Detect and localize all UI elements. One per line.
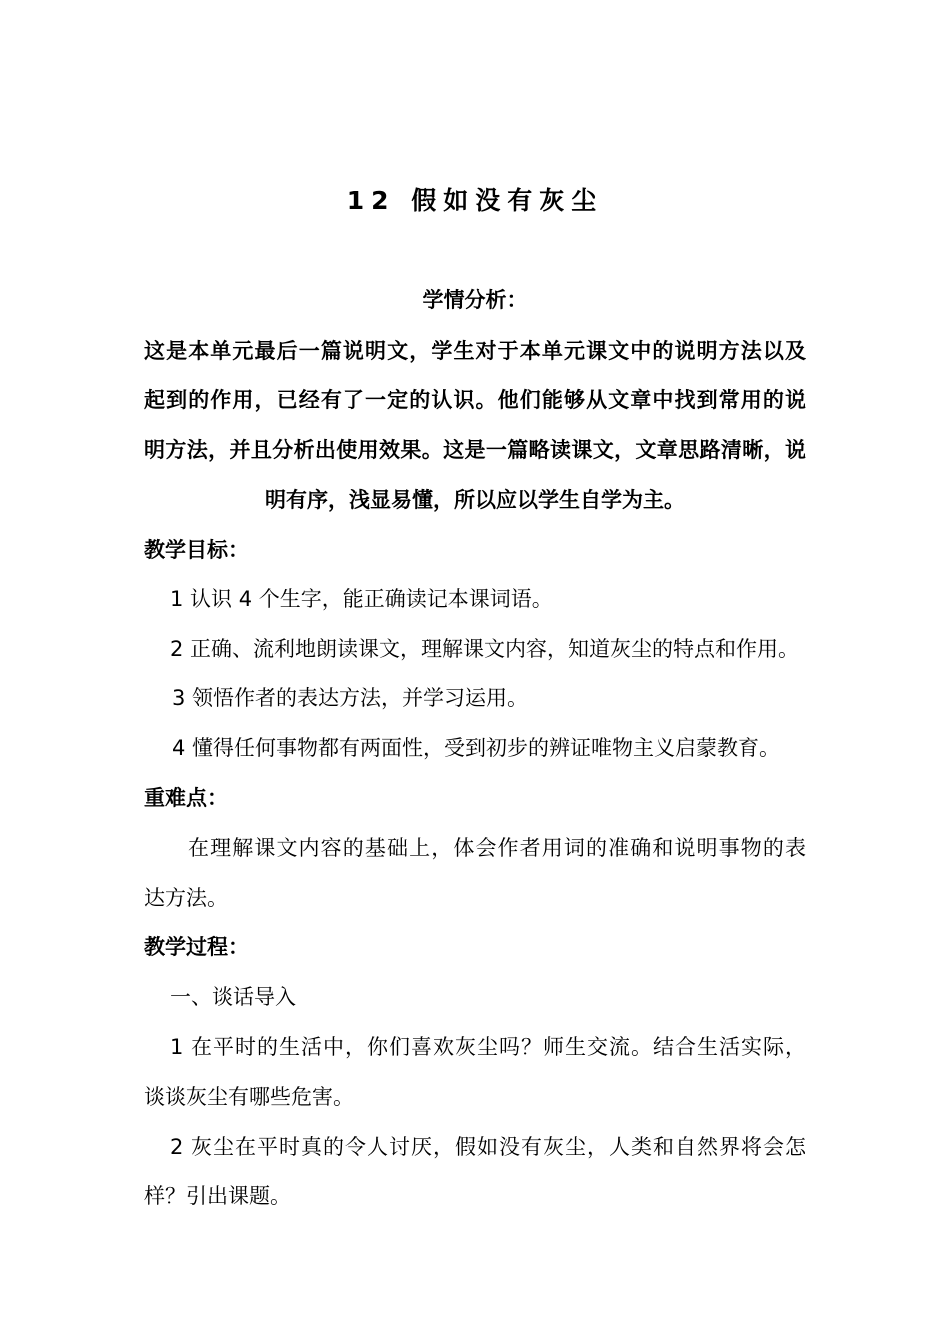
- process-line: 2 灰尘在平时真的令人讨厌，假如没有灰尘，人类和自然界将会怎: [170, 1135, 806, 1159]
- process-line: 1 在平时的生活中，你们喜欢灰尘吗？师生交流。结合生活实际，: [170, 1035, 806, 1059]
- process-section-title: 一、谈话导入: [170, 985, 296, 1009]
- goals-heading: 教学目标：: [144, 538, 249, 562]
- goal-item: 3 领悟作者的表达方法，并学习运用。: [172, 686, 529, 710]
- process-line: 样？引出课题。: [144, 1184, 291, 1208]
- analysis-line: 明有序，浅显易懂，所以应以学生自学为主。: [265, 488, 685, 512]
- analysis-line: 起到的作用，已经有了一定的认识。他们能够从文章中找到常用的说: [144, 388, 806, 412]
- analysis-line: 明方法，并且分析出使用效果。这是一篇略读课文，文章思路清晰，说: [144, 438, 806, 462]
- goal-item: 4 懂得任何事物都有两面性，受到初步的辨证唯物主义启蒙教育。: [172, 736, 781, 760]
- goal-item: 2 正确、流利地朗读课文，理解课文内容，知道灰尘的特点和作用。: [170, 637, 800, 661]
- analysis-line: 这是本单元最后一篇说明文，学生对于本单元课文中的说明方法以及: [144, 339, 806, 363]
- goal-item: 1 认识 4 个生字，能正确读记本课词语。: [170, 587, 553, 611]
- key-points-line: 在理解课文内容的基础上，体会作者用词的准确和说明事物的表: [188, 836, 806, 860]
- key-points-line: 达方法。: [144, 886, 228, 910]
- process-heading: 教学过程：: [144, 935, 249, 959]
- page-title: 12 假如没有灰尘: [346, 186, 604, 215]
- process-line: 谈谈灰尘有哪些危害。: [144, 1085, 354, 1109]
- key-points-heading: 重难点：: [144, 786, 228, 810]
- analysis-heading: 学情分析：: [422, 288, 528, 312]
